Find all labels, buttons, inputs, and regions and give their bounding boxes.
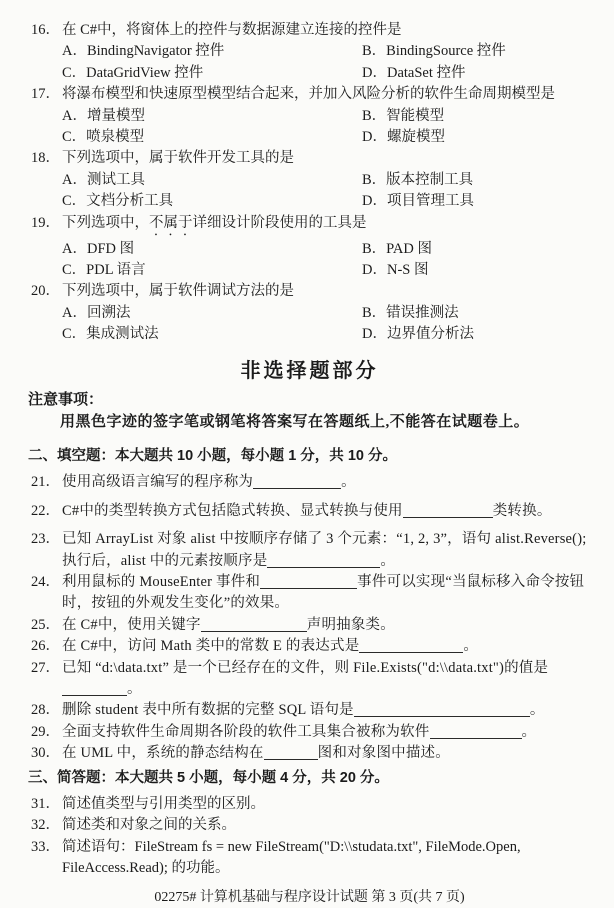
text-post: 。	[380, 552, 396, 569]
section-title: 非选择题部分	[240, 359, 379, 382]
answer-blank	[260, 575, 357, 589]
text-pre: 已知 ArrayList 对象 alist 中按顺序存储了 3 个元素：“1, 2, 3”，语句 alist.Reverse(); 执行后，alist 中的元素按顺序是	[62, 531, 587, 569]
text-post: 。	[127, 680, 142, 697]
question-text	[62, 658, 588, 701]
question-text: 简述值类型与引用类型的区别。	[62, 796, 265, 812]
question-32	[31, 815, 588, 836]
question-stem-row	[31, 281, 588, 302]
text-pre: 全面支持软件生命周期各阶段的软件工具集合被称为软件	[62, 723, 430, 740]
text-pre: 已知 “d:\data.txt” 是一个已经存在的文件，则 File.Exists("d:\\data.txt")的值是	[62, 659, 549, 676]
notice-label: 注意事项：	[28, 391, 104, 409]
option-b: B．智能模型	[362, 107, 445, 124]
question-number: 21．	[31, 474, 60, 491]
text-post: 类转换。	[492, 502, 552, 519]
option-c: C．DataGridView 控件	[62, 64, 204, 81]
option-c: C．PDL 语言	[62, 262, 146, 279]
text-post: 事件可以实现“当鼠标移入命令按钮时，按钮的外观发生变化”的效果。	[62, 573, 585, 612]
short-answer-section-header: 三、简答题：本大题共 5 小题，每小题 4 分，共 20 分。	[28, 769, 389, 786]
question-stem: 将瀑布模型和快速原型模型结合起来，并加入风险分析的软件生命周期模型是	[62, 86, 555, 103]
text-pre: 删除 student 表中所有数据的完整 SQL 语句是	[62, 702, 354, 719]
page-footer: 02275# 计算机基础与程序设计试题 第 3 页(共 7 页)	[154, 889, 465, 905]
text-pre: 在 C#中，访问 Math 类中的常数 E 的表达式是	[62, 638, 360, 655]
question-number: 17．	[31, 86, 60, 103]
question-16	[31, 20, 588, 84]
text-post: 声明抽象类。	[306, 616, 395, 633]
question-number: 23．	[31, 531, 60, 548]
text-pre: 利用鼠标的 MouseEnter 事件和	[62, 573, 261, 590]
question-31	[31, 794, 588, 815]
question-19	[31, 213, 588, 282]
option-b: B．BindingSource 控件	[362, 43, 506, 60]
question-text	[62, 501, 588, 522]
question-stem: 在 C#中，将窗体上的控件与数据源建立连接的控件是	[62, 22, 402, 38]
question-22	[31, 501, 588, 522]
option-a: A．DFD 图	[62, 240, 135, 257]
option-a: A．增量模型	[62, 107, 145, 124]
option-a: A．测试工具	[62, 171, 145, 188]
question-stem-row	[31, 20, 588, 41]
question-text	[62, 636, 588, 657]
stem-post: 详细设计阶段使用的工具是	[192, 214, 367, 231]
option-a: A．回溯法	[62, 304, 131, 321]
option-d: D．边界值分析法	[362, 326, 474, 343]
question-29	[31, 722, 588, 743]
option-row	[62, 303, 588, 324]
question-number: 32．	[31, 817, 60, 834]
option-row	[62, 239, 588, 260]
answer-blank	[359, 639, 463, 653]
option-row	[62, 170, 588, 191]
question-stem: 下列选项中，属于软件调试方法的是	[62, 283, 294, 300]
question-text	[62, 529, 588, 572]
question-number: 20．	[31, 283, 60, 300]
text-pre: 使用高级语言编写的程序称为	[62, 474, 254, 491]
option-a: A．BindingNavigator 控件	[62, 43, 225, 60]
text-post: 。	[463, 638, 479, 655]
question-text	[62, 472, 588, 493]
question-20	[31, 281, 588, 345]
text-pre: 在 UML 中，系统的静态结构在	[62, 745, 264, 762]
option-row	[62, 41, 588, 62]
option-d: D．螺旋模型	[362, 129, 445, 146]
question-number: 18．	[31, 150, 60, 167]
stem-pre: 下列选项中，	[62, 214, 149, 231]
question-number: 22．	[31, 502, 60, 519]
question-stem-row	[31, 213, 588, 239]
answer-blank	[403, 504, 493, 518]
fill-section-header: 二、填空题：本大题共 10 小题，每小题 1 分，共 10 分。	[28, 447, 397, 464]
option-d: D．DataSet 控件	[362, 64, 466, 81]
question-26	[31, 636, 588, 657]
question-number: 26．	[31, 638, 60, 655]
text-post: 。	[341, 474, 356, 491]
question-stem-row	[31, 84, 588, 105]
question-17	[31, 84, 588, 148]
question-stem: 下列选项中，属于软件开发工具的是	[62, 150, 294, 167]
option-row	[62, 127, 588, 148]
question-stem-row	[31, 148, 588, 169]
question-text	[62, 743, 588, 764]
option-row	[62, 191, 588, 212]
stem-emphasized: 不属于	[149, 214, 193, 231]
option-c: C．文档分析工具	[62, 193, 174, 210]
question-21	[31, 472, 588, 493]
question-text: 简述类和对象之间的关系。	[62, 817, 236, 834]
text-post: 图和对象图中描述。	[317, 745, 450, 762]
answer-blank	[201, 618, 307, 632]
question-text	[62, 572, 588, 615]
answer-blank	[253, 475, 341, 489]
option-row	[62, 260, 588, 281]
question-number: 27．	[31, 659, 60, 676]
notice-body: 用黑色字迹的签字笔或钢笔将答案写在答题纸上,不能答在试题卷上。	[60, 413, 530, 430]
question-23	[31, 529, 588, 572]
question-number: 29．	[31, 723, 60, 740]
question-33	[31, 837, 588, 880]
question-number: 16．	[31, 22, 60, 38]
option-b: B．版本控制工具	[362, 171, 474, 188]
option-row	[62, 106, 588, 127]
question-text	[62, 615, 588, 636]
question-number: 28．	[31, 702, 60, 719]
text-post: 。	[529, 702, 545, 719]
question-number: 33．	[31, 838, 60, 855]
answer-blank	[264, 746, 318, 760]
option-row	[62, 63, 588, 84]
answer-blank	[430, 725, 522, 739]
text-post: 。	[521, 723, 537, 740]
answer-blank	[62, 682, 127, 696]
answer-blank	[354, 703, 530, 717]
question-number: 31．	[31, 796, 60, 812]
question-number: 30．	[31, 745, 60, 762]
option-d: D．N-S 图	[362, 262, 429, 279]
option-c: C．集成测试法	[62, 326, 159, 343]
question-25	[31, 615, 588, 636]
option-row	[62, 324, 588, 345]
question-24	[31, 572, 588, 615]
question-number: 24．	[31, 573, 60, 590]
question-18	[31, 148, 588, 212]
option-b: B．PAD 图	[362, 240, 432, 257]
text-pre: C#中的类型转换方式包括隐式转换、显式转换与使用	[62, 502, 403, 519]
question-number: 19．	[31, 214, 60, 231]
option-b: B．错误推测法	[362, 304, 459, 321]
answer-blank	[267, 554, 380, 568]
question-27	[31, 658, 588, 701]
option-c: C．喷泉模型	[62, 129, 145, 146]
question-30	[31, 743, 588, 764]
text-pre: 在 C#中，使用关键字	[62, 616, 201, 633]
question-text: 简述语句：FileStream fs = new FileStream("D:\\studata.txt", FileMode.Open, FileAccess.Read); 的功能。	[62, 838, 521, 877]
option-d: D．项目管理工具	[362, 193, 474, 210]
question-text	[62, 700, 588, 721]
question-28	[31, 700, 588, 721]
question-text	[62, 722, 588, 743]
question-number: 25．	[31, 616, 60, 633]
question-stem	[62, 213, 588, 239]
